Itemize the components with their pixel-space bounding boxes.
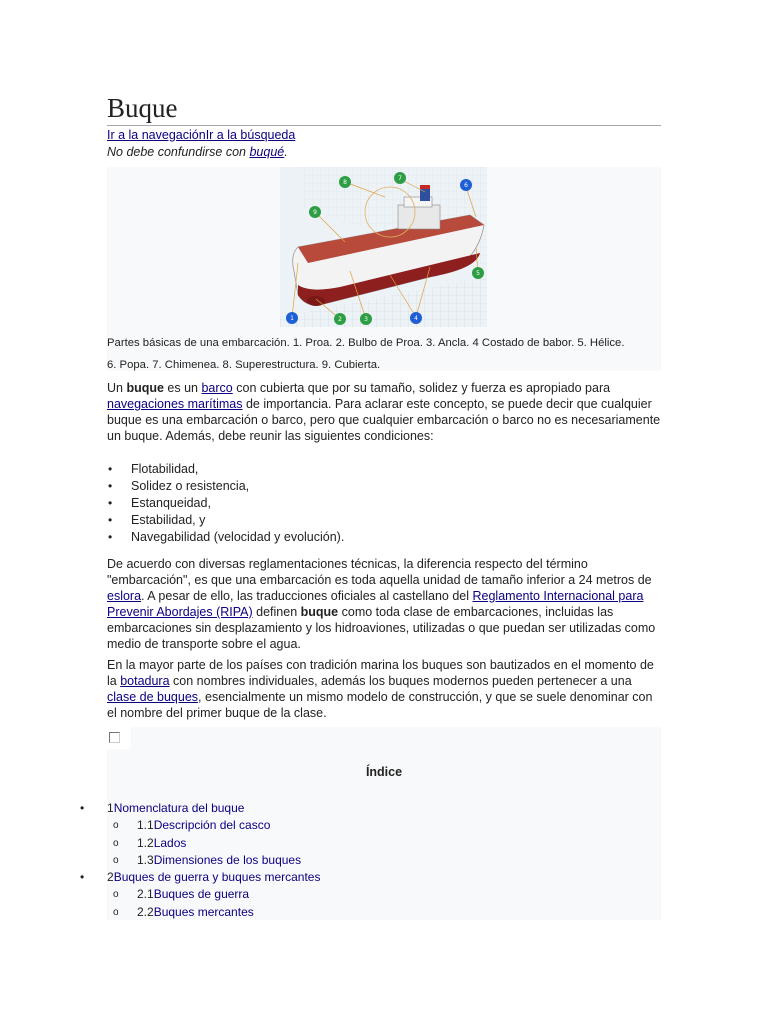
hatnote [107, 145, 288, 159]
ship-diagram-svg [280, 167, 487, 327]
paragraph-definition [107, 556, 661, 652]
hatnote-suffix: . [284, 145, 288, 159]
toc-item-buques-guerra[interactable] [80, 886, 320, 903]
text: , esencialmente un mismo modelo de construcción, y que se suele denominar con el nombre del primer buque de la clase. [107, 690, 653, 720]
text: es un [163, 381, 202, 395]
toc-title: Índice [365, 765, 403, 779]
marker-3-label: 3 [364, 316, 368, 323]
conditions-list [107, 461, 344, 546]
text: como toda clase de embarcaciones, incluidas las embarcaciones sin desplazamiento y los hidroaviones, utilizadas o que puedan ser utilizadas como medio de transporte sobre el agua. [107, 605, 656, 651]
toc-number: 1.2 [137, 835, 154, 850]
circle-bullet-icon: o [113, 820, 119, 832]
toc-label: Buques de guerra [153, 887, 250, 902]
text: En la mayor parte de los países con tradición marina los buques son bautizados en el momento de la [107, 658, 654, 688]
toc-item-descripcion-casco[interactable] [80, 817, 320, 834]
toc-number: 2 [107, 870, 114, 885]
toc-label: Nomenclatura del buque [113, 801, 245, 815]
text: . A pesar de ello, las traducciones oficiales al castellano del [141, 589, 473, 603]
toc-label: Buques mercantes [153, 904, 254, 919]
superstructure [398, 205, 440, 229]
link-eslora[interactable]: eslora [107, 589, 142, 603]
toc-number: 1 [107, 801, 114, 815]
circle-bullet-icon: o [113, 906, 119, 918]
figure-caption [107, 332, 661, 376]
text: De acuerdo con diversas reglamentaciones técnicas, la diferencia respecto del término "embarcación", es que una embarcación es toda aquella unidad de tamaño inferior a 24 metros de [107, 557, 652, 587]
funnel [420, 187, 430, 201]
toc-label: Dimensiones de los buques [153, 852, 302, 867]
toc-label: Buques de guerra y buques mercantes [113, 870, 321, 885]
toc-number: 1.3 [137, 852, 154, 867]
circle-bullet-icon: o [113, 837, 119, 849]
toc-toggle-checkbox[interactable] [107, 727, 131, 749]
hatnote-link[interactable]: buqué [249, 145, 285, 159]
list-item: • Flotabilidad, [107, 461, 344, 478]
circle-bullet-icon: o [113, 889, 119, 901]
ship-diagram-image[interactable] [280, 167, 487, 327]
link-navegaciones[interactable]: navegaciones marítimas [107, 397, 243, 411]
marker-2-label: 2 [338, 316, 342, 323]
bullet-icon: • [80, 801, 85, 815]
text: con nombres individuales, además los buques modernos pueden pertenecer a una [169, 674, 632, 688]
toc-list [80, 800, 320, 921]
ship-figure [107, 167, 661, 371]
toc-item-dimensiones[interactable] [80, 852, 320, 869]
link-clase-de-buques[interactable]: clase de buques [107, 690, 199, 704]
marker-4-label: 4 [414, 315, 418, 322]
toc-number: 2.2 [137, 904, 154, 919]
caption-line-2: 6. Popa. 7. Chimenea. 8. Superestructura. 9. Cubierta. [107, 359, 381, 371]
marker-6-label: 6 [464, 182, 468, 189]
text: de importancia. Para aclarar este concepto, se puede decir que cualquier buque es una embarcación o barco, pero que cualquier embarcación o barco no es necesariamente un buque. Además, debe reunir las siguientes condiciones: [107, 397, 661, 443]
marker-8-label: 8 [343, 179, 347, 186]
marker-5-label: 5 [476, 270, 480, 277]
link-botadura[interactable]: botadura [120, 674, 170, 688]
marker-9-label: 9 [313, 209, 317, 216]
paragraph-naming [107, 657, 661, 721]
marker-1-label: 1 [290, 315, 294, 322]
text: definen [252, 605, 301, 619]
list-item: • Solidez o resistencia, [107, 478, 344, 495]
toc-number: 2.1 [137, 887, 154, 902]
link-barco[interactable]: barco [201, 381, 233, 395]
jump-links [107, 128, 295, 142]
goto-navigation-link[interactable]: Ir a la navegación [107, 128, 206, 142]
paragraph-intro [107, 380, 661, 444]
page-title: Buque [107, 92, 661, 126]
marker-7-label: 7 [398, 175, 402, 182]
bold-term: buque [126, 381, 164, 395]
toc-item-lados[interactable] [80, 835, 320, 852]
toc-label: Lados [153, 835, 187, 850]
toc-number: 1.1 [137, 818, 154, 833]
circle-bullet-icon: o [113, 854, 119, 866]
hatnote-prefix: No debe confundirse con [107, 145, 250, 159]
goto-search-link[interactable]: Ir a la búsqueda [205, 128, 296, 142]
toc-item-guerra-mercantes[interactable] [80, 869, 320, 886]
toc-item-buques-mercantes[interactable] [80, 904, 320, 921]
text: con cubierta que por su tamaño, solidez y fuerza es apropiado para [232, 381, 611, 395]
toc-label: Descripción del casco [153, 818, 271, 833]
bullet-icon: • [80, 870, 85, 885]
caption-line-1: Partes básicas de una embarcación. 1. Proa. 2. Bulbo de Proa. 3. Ancla. 4 Costado de babor. 5. Hélice. [107, 337, 625, 349]
checkbox-icon [109, 732, 120, 743]
list-item: • Navegabilidad (velocidad y evolución). [107, 529, 344, 546]
bold-term: buque [300, 605, 339, 619]
text: Un [107, 381, 127, 395]
toc-item-nomenclatura[interactable] [80, 800, 320, 817]
link-ripa[interactable]: Reglamento Internacional para Prevenir Abordajes (RIPA) [107, 589, 644, 619]
list-item: • Estanqueidad, [107, 495, 344, 512]
list-item: • Estabilidad, y [107, 512, 344, 529]
